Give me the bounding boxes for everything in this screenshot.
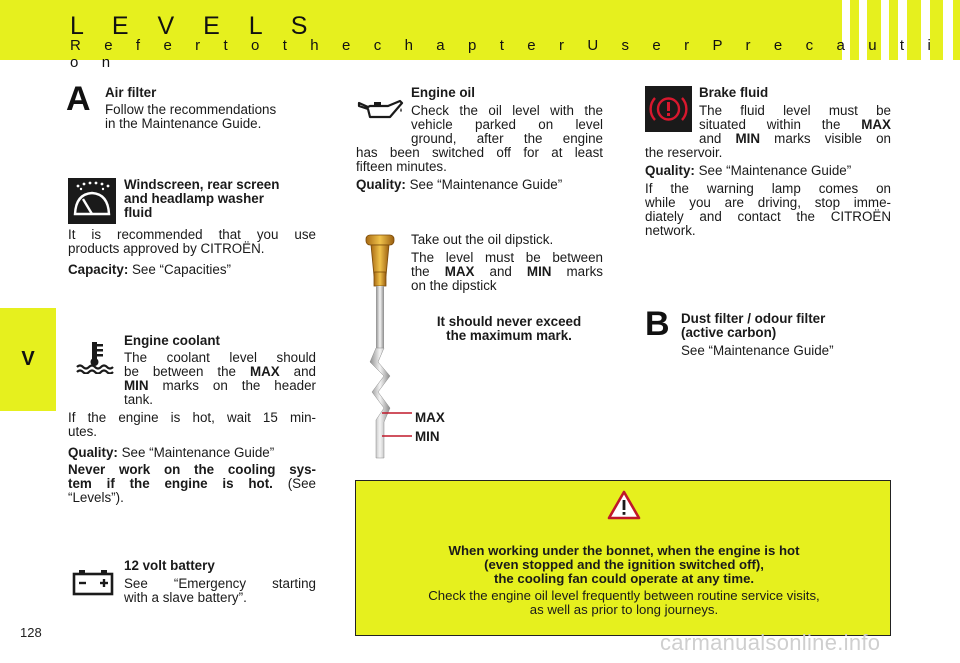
brake-quality: Quality: See “Maintenance Guide” (645, 163, 852, 178)
coolant-never-2: tem if the engine is hot. (See (68, 476, 316, 491)
watermark: carmanualsonline.info (660, 630, 881, 655)
washer-title-3: fluid (124, 205, 153, 220)
coolant-never-3: “Levels”). (68, 490, 124, 505)
brake-warning-icon (645, 86, 692, 132)
washer-text-2: products approved by CITROËN. (68, 241, 265, 256)
brake-warn-1: If the warning lamp comes on (645, 181, 891, 196)
coolant-text-6: utes. (68, 424, 98, 439)
coolant-never-1: Never work on the cooling sys- (68, 462, 316, 477)
washer-title-1: Windscreen, rear screen (124, 177, 280, 192)
dipstick-max-mark: MAX (415, 410, 445, 425)
coolant-text-5: If the engine is hot, wait 15 min- (68, 410, 316, 425)
brake-text-3: and MIN marks visible on (699, 131, 892, 146)
coolant-title: Engine coolant (124, 333, 220, 348)
engine-oil-text-1: Check the oil level with the (411, 103, 603, 118)
engine-oil-quality: Quality: See “Maintenance Guide” (356, 177, 563, 192)
engine-oil-title: Engine oil (411, 85, 475, 100)
dust-filter-text: See “Maintenance Guide” (681, 343, 834, 358)
oil-can-icon (356, 98, 404, 122)
air-filter-title: Air filter (105, 85, 157, 100)
battery-text-2: with a slave battery”. (124, 590, 247, 605)
brake-warn-2: while you are driving, stop imme- (645, 195, 891, 210)
washer-title-2: and headlamp washer (124, 191, 264, 206)
coolant-text-2: be between the MAX and (124, 364, 316, 379)
page-subtitle: R e f e r t o t h e c h a p t e r U s e r P r e c a u t i o n (70, 37, 941, 71)
air-filter-text-1: Follow the recommendations (105, 102, 277, 117)
warning-box (355, 480, 891, 636)
brake-title: Brake fluid (699, 85, 769, 100)
warning-triangle-icon (607, 490, 641, 520)
dust-filter-title-2: (active carbon) (681, 325, 777, 340)
engine-oil-text-2: vehicle parked on level (411, 117, 603, 132)
coolant-text-4: tank. (124, 392, 154, 407)
dipstick-min-mark: MIN (415, 429, 440, 444)
dipstick-text-4: on the dipstick (411, 278, 497, 293)
battery-text-1: See “Emergency starting (124, 576, 316, 591)
warning-bold-3: the cooling fan could operate at any time. (493, 571, 755, 586)
air-filter-text-2: in the Maintenance Guide. (105, 116, 262, 131)
dipstick-text-3: the MAX and MIN marks (411, 264, 603, 279)
coolant-text-1: The coolant level should (124, 350, 316, 365)
warning-text-2: as well as prior to long journeys. (529, 602, 719, 617)
coolant-text-3: MIN marks on the header (124, 378, 316, 393)
brake-text-4: the reservoir. (645, 145, 723, 160)
engine-oil-text-4: has been switched off for at least (356, 145, 603, 160)
battery-icon (72, 568, 114, 596)
chapter-tab-letter: V (21, 348, 35, 370)
section-letter-a: A (66, 80, 91, 118)
washer-text-1: It is recommended that you use (68, 227, 316, 242)
page-title: L E V E L S (70, 12, 319, 40)
washer-capacity: Capacity: See “Capacities” (68, 262, 231, 277)
brake-text-2: situated within the MAX (699, 117, 891, 132)
page-number: 128 (20, 625, 42, 640)
dipstick-never-1: It should never exceed (436, 314, 582, 329)
windscreen-washer-icon (68, 178, 116, 224)
brake-warn-3: diately and contact the CITROËN (645, 209, 891, 224)
warning-bold-1: When working under the bonnet, when the engine is hot (448, 543, 800, 558)
battery-title: 12 volt battery (124, 558, 215, 573)
coolant-quality: Quality: See “Maintenance Guide” (68, 445, 275, 460)
coolant-icon (74, 340, 116, 374)
engine-oil-text-5: fifteen minutes. (356, 159, 447, 174)
section-letter-b: B (645, 305, 670, 343)
warning-text-1: Check the engine oil level frequently between routine service visits, (428, 588, 820, 603)
warning-bold-2: (even stopped and the ignition switched off), (484, 557, 764, 572)
engine-oil-text-3: ground, after the engine (411, 131, 603, 146)
dipstick-text-2: The level must be between (411, 250, 603, 265)
brake-warn-4: network. (645, 223, 696, 238)
dust-filter-title-1: Dust filter / odour filter (681, 311, 826, 326)
dipstick-text-1: Take out the oil dipstick. (411, 232, 554, 247)
dipstick-never-2: the maximum mark. (446, 328, 572, 343)
brake-text-1: The fluid level must be (699, 103, 891, 118)
